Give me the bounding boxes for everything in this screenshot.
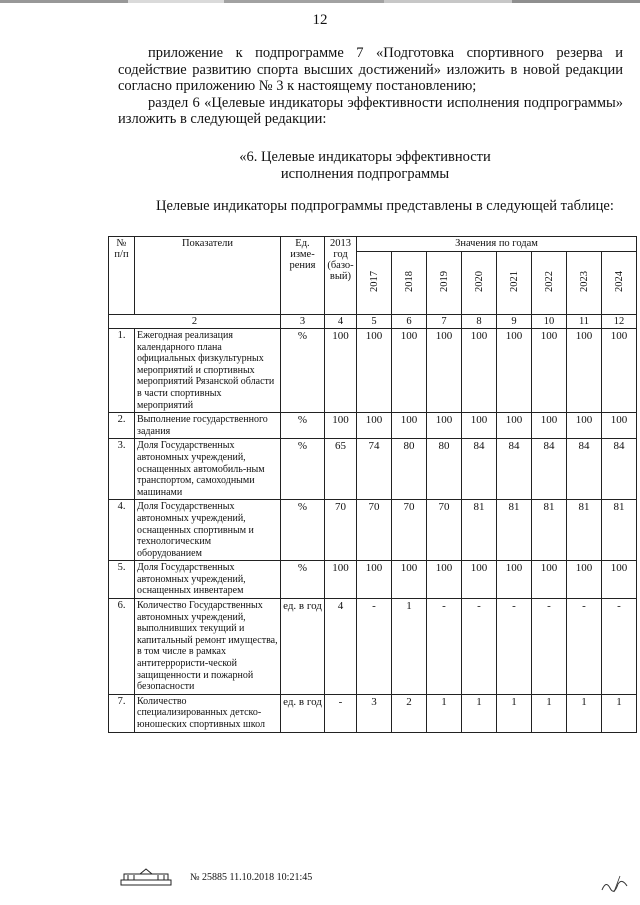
header-num: № п/п [109, 237, 135, 315]
column-number: 3 [281, 315, 325, 329]
year-value-cell: 3 [357, 694, 392, 732]
column-number: 2 [109, 315, 281, 329]
column-number: 12 [602, 315, 637, 329]
base-value-cell: 65 [325, 439, 357, 500]
column-number: 8 [462, 315, 497, 329]
year-value-cell: 100 [462, 329, 497, 413]
year-value-cell: 100 [392, 561, 427, 599]
year-value-cell: 100 [602, 561, 637, 599]
unit-cell: % [281, 500, 325, 561]
year-value-cell: 100 [392, 329, 427, 413]
column-number: 4 [325, 315, 357, 329]
year-value-cell: 1 [427, 694, 462, 732]
year-value-cell: 100 [357, 329, 392, 413]
intro-text [118, 45, 623, 128]
column-number: 7 [427, 315, 462, 329]
unit-cell: % [281, 413, 325, 439]
section-title-line-1: «6. Целевые индикаторы эффективности [239, 149, 491, 165]
year-value-cell: 100 [567, 329, 602, 413]
year-value-cell: 81 [532, 500, 567, 561]
year-label: 2023 [578, 271, 590, 292]
row-number: 4. [109, 500, 135, 561]
table-row [109, 439, 637, 500]
base-value-cell: 4 [325, 599, 357, 695]
column-number: 6 [392, 315, 427, 329]
table-row [109, 413, 637, 439]
indicator-name: Доля Государственных автономных учреждений, оснащенных автомобиль-ным транспортом, самоходными машинами [135, 439, 281, 500]
year-value-cell: 1 [462, 694, 497, 732]
year-value-cell: - [532, 599, 567, 695]
header-year-2024 [602, 252, 637, 315]
row-number: 7. [109, 694, 135, 732]
table-row [109, 694, 637, 732]
year-label: 2024 [613, 271, 625, 292]
indicator-name: Выполнение государственного задания [135, 413, 281, 439]
header-year-2021 [497, 252, 532, 315]
year-value-cell: 81 [567, 500, 602, 561]
section-title-line-2: исполнения подпрограммы [280, 166, 450, 182]
unit-cell: % [281, 329, 325, 413]
year-value-cell: 100 [392, 413, 427, 439]
year-value-cell: 100 [497, 561, 532, 599]
indicator-name: Количество Государственных автономных учреждений, выполнивших текущий и капитальный ремонт имущества, в том числе в рамках антитеррористи-ческой защищенности и пожарной безопасности [135, 599, 281, 695]
year-value-cell: 84 [532, 439, 567, 500]
year-value-cell: 100 [462, 413, 497, 439]
year-value-cell: 81 [462, 500, 497, 561]
year-value-cell: - [497, 599, 532, 695]
row-number: 3. [109, 439, 135, 500]
footer [120, 868, 312, 886]
unit-cell: ед. в год [281, 694, 325, 732]
year-value-cell: 84 [497, 439, 532, 500]
government-building-logo-icon [120, 868, 172, 886]
unit-cell: % [281, 561, 325, 599]
year-value-cell: - [602, 599, 637, 695]
year-value-cell: 100 [532, 329, 567, 413]
base-value-cell: 100 [325, 561, 357, 599]
header-year-2020 [462, 252, 497, 315]
row-number: 2. [109, 413, 135, 439]
intro-paragraph-2: раздел 6 «Целевые индикаторы эффективности исполнения подпрограммы» изложить в следующей редакции: [118, 94, 623, 127]
section-title [200, 149, 530, 183]
column-number: 11 [567, 315, 602, 329]
header-base-year: 2013 год (базо-вый) [325, 237, 357, 315]
year-value-cell: 84 [462, 439, 497, 500]
indicator-name: Доля Государственных автономных учреждений, оснащенных инвентарем [135, 561, 281, 599]
row-number: 6. [109, 599, 135, 695]
year-value-cell: 80 [392, 439, 427, 500]
unit-cell: ед. в год [281, 599, 325, 695]
year-label: 2020 [473, 271, 485, 292]
year-value-cell: 100 [602, 329, 637, 413]
year-label: 2022 [543, 271, 555, 292]
base-value-cell: 100 [325, 413, 357, 439]
scan-edge-artifact [0, 0, 640, 3]
year-value-cell: 100 [497, 413, 532, 439]
column-number: 10 [532, 315, 567, 329]
base-value-cell: 70 [325, 500, 357, 561]
year-value-cell: 84 [602, 439, 637, 500]
year-value-cell: 80 [427, 439, 462, 500]
year-value-cell: 81 [497, 500, 532, 561]
table-row [109, 561, 637, 599]
year-value-cell: - [427, 599, 462, 695]
year-value-cell: 100 [427, 561, 462, 599]
year-value-cell: 100 [427, 329, 462, 413]
year-value-cell: 100 [567, 413, 602, 439]
year-value-cell: 100 [567, 561, 602, 599]
row-number: 5. [109, 561, 135, 599]
year-value-cell: 100 [532, 413, 567, 439]
year-value-cell: 100 [532, 561, 567, 599]
year-value-cell: 1 [497, 694, 532, 732]
year-value-cell: 1 [567, 694, 602, 732]
year-value-cell: 74 [357, 439, 392, 500]
row-number: 1. [109, 329, 135, 413]
year-value-cell: 84 [567, 439, 602, 500]
unit-cell: % [281, 439, 325, 500]
header-values-by-year: Значения по годам [357, 237, 637, 252]
year-value-cell: 1 [392, 599, 427, 695]
year-label: 2018 [403, 271, 415, 292]
base-value-cell: - [325, 694, 357, 732]
indicator-name: Доля Государственных автономных учреждений, оснащенных спортивным и технологическим оборудованием [135, 500, 281, 561]
header-year-2023 [567, 252, 602, 315]
indicators-table [108, 236, 637, 733]
table-row [109, 500, 637, 561]
header-unit: Ед. изме-рения [281, 237, 325, 315]
year-label: 2019 [438, 271, 450, 292]
document-registration-number: № 25885 11.10.2018 10:21:45 [190, 871, 313, 883]
year-value-cell: 100 [357, 413, 392, 439]
header-indicator: Показатели [135, 237, 281, 315]
page-number: 12 [312, 12, 328, 28]
indicator-name: Количество специализированных детско-юношеских спортивных школ [135, 694, 281, 732]
year-value-cell: 70 [392, 500, 427, 561]
year-value-cell: - [357, 599, 392, 695]
indicator-name: Ежегодная реализация календарного плана официальных физкультурных мероприятий и спортивных мероприятий Рязанской области в части спортивных мероприятий [135, 329, 281, 413]
table-row [109, 329, 637, 413]
table-intro: Целевые индикаторы подпрограммы представлены в следующей таблице: [156, 198, 614, 214]
year-value-cell: 100 [462, 561, 497, 599]
year-label: 2021 [508, 271, 520, 292]
year-value-cell: 100 [427, 413, 462, 439]
intro-paragraph-1: приложение к подпрограмме 7 «Подготовка спортивного резерва и содействие развитию спорта высших достижений» изложить в новой редакции согласно приложению № 3 к настоящему постановлению; [118, 45, 623, 94]
column-number: 5 [357, 315, 392, 329]
header-year-2018 [392, 252, 427, 315]
year-value-cell: 70 [427, 500, 462, 561]
header-year-2017 [357, 252, 392, 315]
column-numbers-row [109, 315, 637, 329]
year-value-cell: 2 [392, 694, 427, 732]
base-value-cell: 100 [325, 329, 357, 413]
header-year-2022 [532, 252, 567, 315]
table-row [109, 599, 637, 695]
year-value-cell: 70 [357, 500, 392, 561]
year-label: 2017 [368, 271, 380, 292]
year-value-cell: 100 [602, 413, 637, 439]
column-number: 9 [497, 315, 532, 329]
year-value-cell: 100 [357, 561, 392, 599]
header-row-1 [109, 237, 637, 252]
year-value-cell: 1 [602, 694, 637, 732]
year-value-cell: 81 [602, 500, 637, 561]
year-value-cell: - [567, 599, 602, 695]
year-value-cell: - [462, 599, 497, 695]
header-year-2019 [427, 252, 462, 315]
year-value-cell: 1 [532, 694, 567, 732]
handwritten-signature-mark [600, 872, 630, 894]
year-value-cell: 100 [497, 329, 532, 413]
